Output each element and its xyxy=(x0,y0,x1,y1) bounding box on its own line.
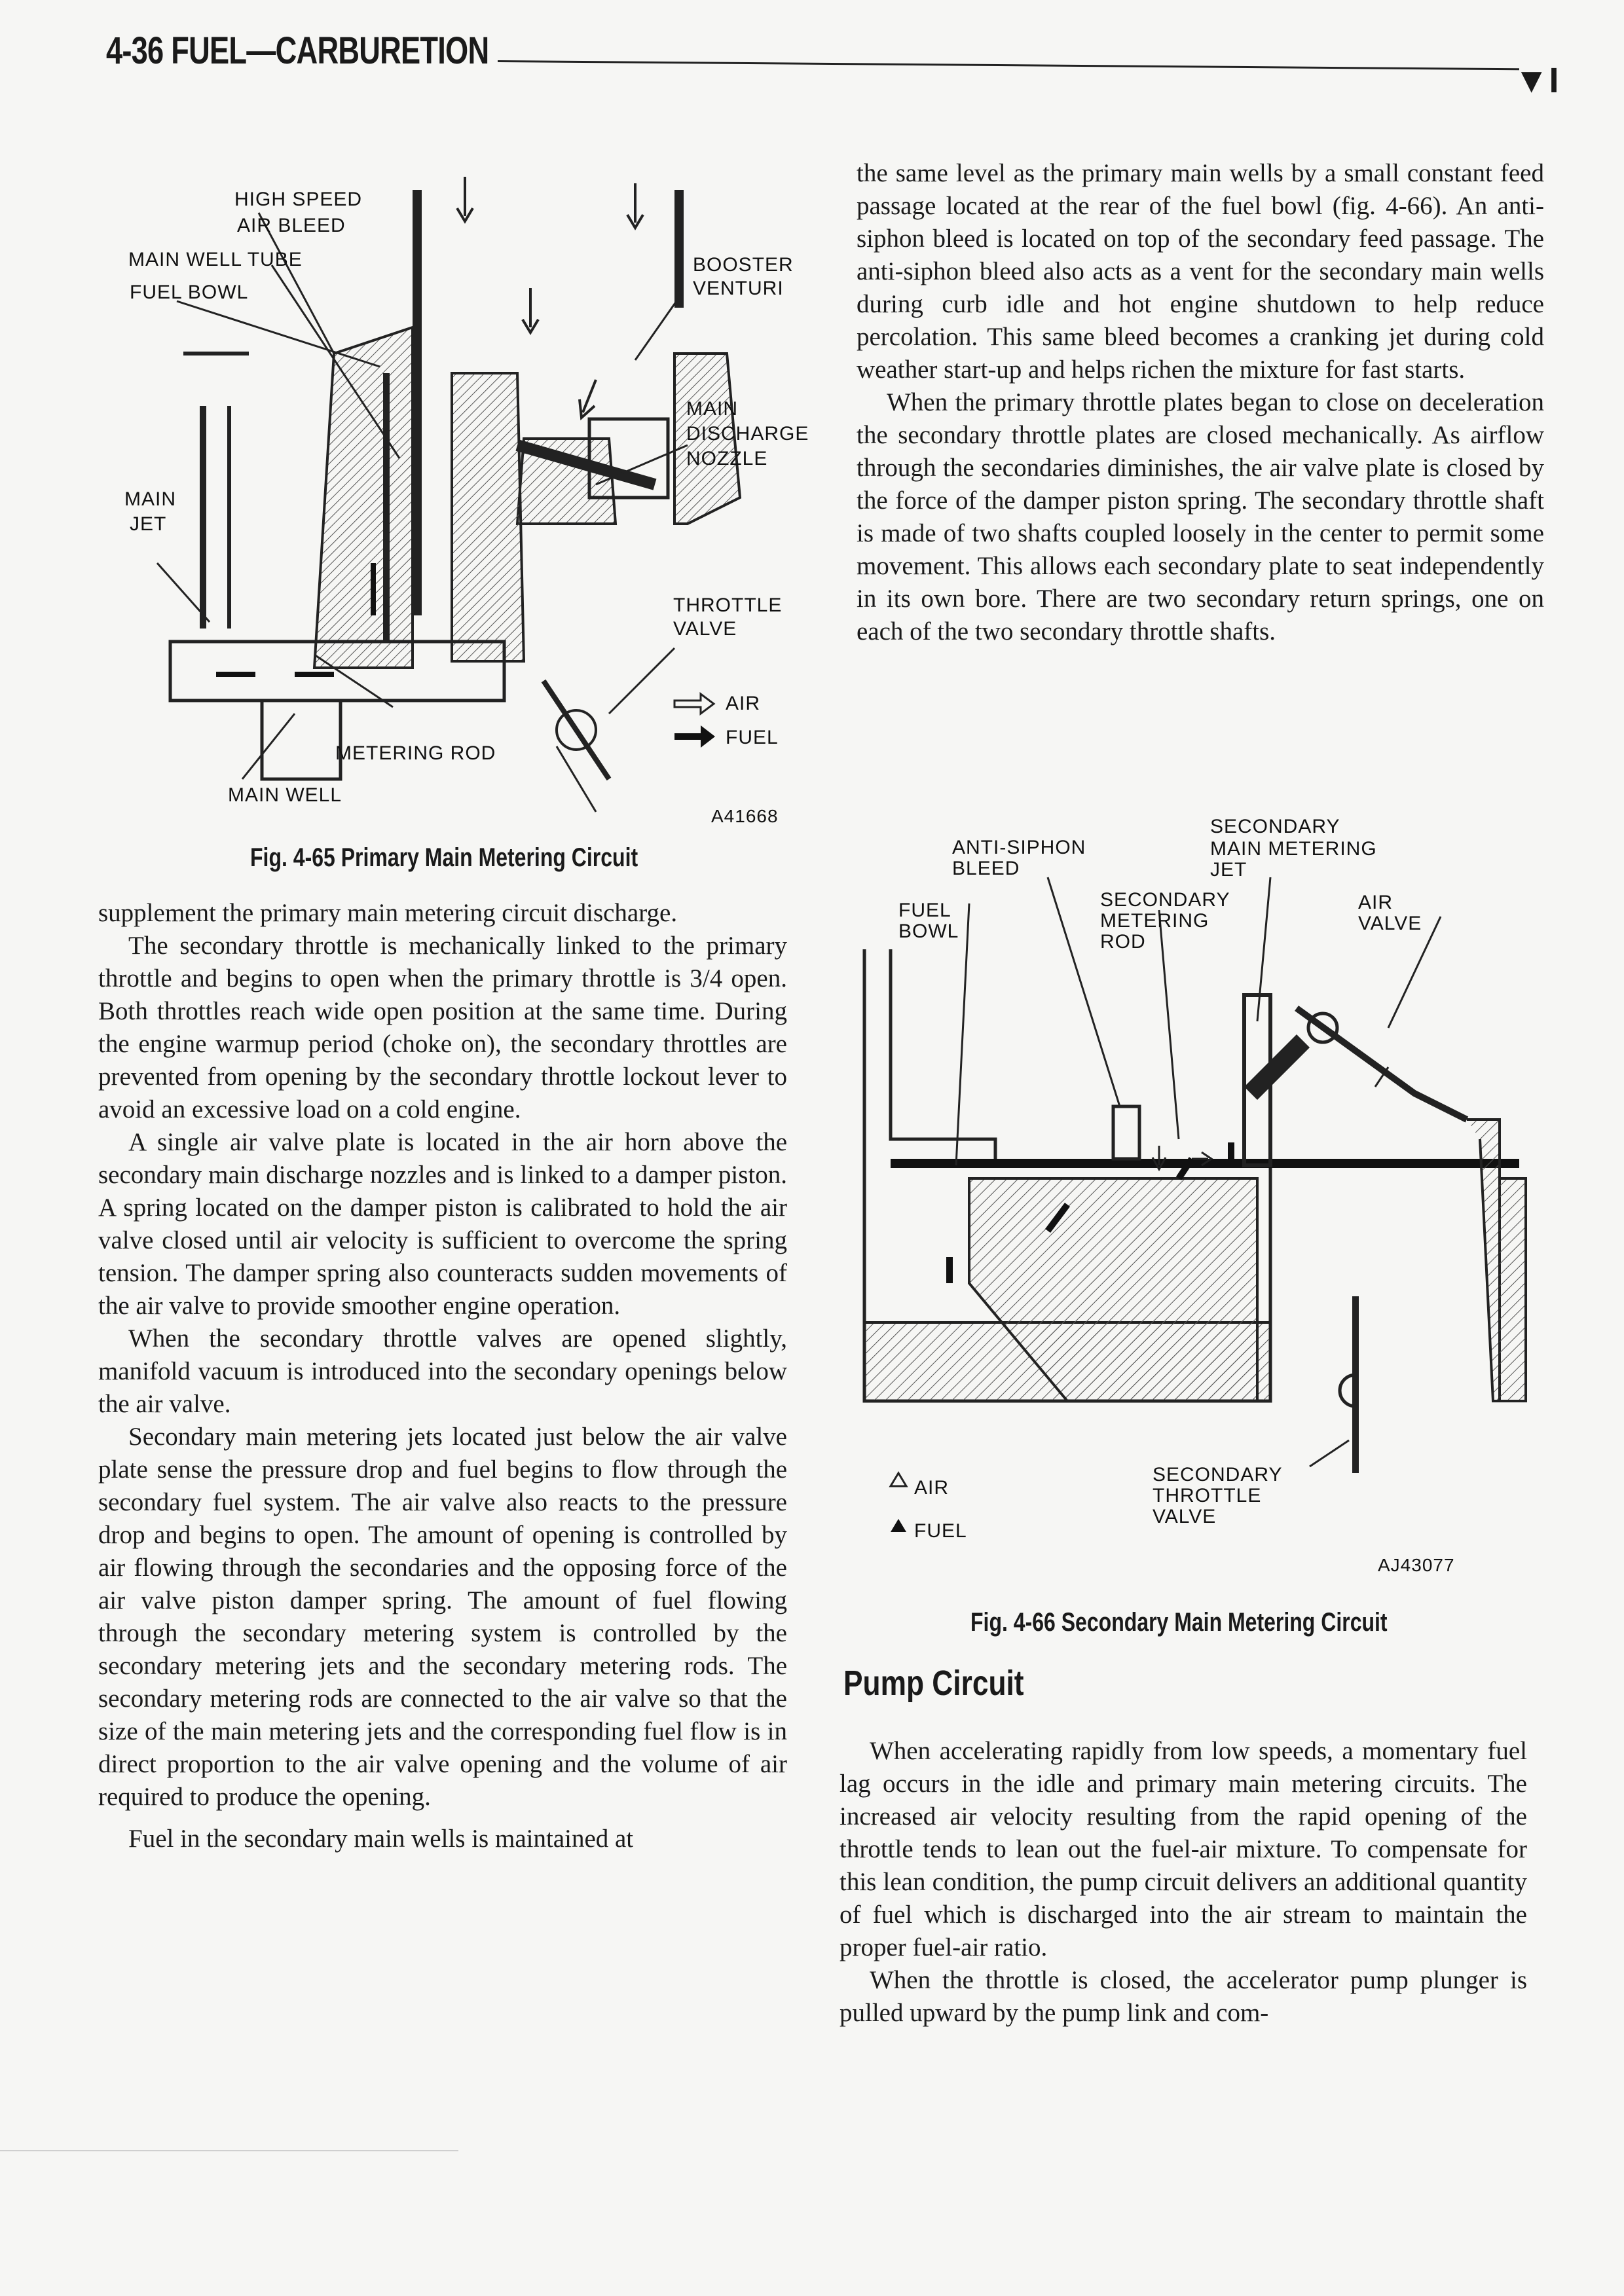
label-anti-siphon-1: ANTI-SIPHON xyxy=(952,837,1086,858)
figure-code: A41668 xyxy=(711,806,779,826)
label-secondary-main-metering-jet-3: JET xyxy=(1210,859,1247,881)
paragraph: supplement the primary main metering circuit discharge. xyxy=(98,899,678,927)
label-main-well-tube: MAIN WELL TUBE xyxy=(128,249,303,270)
figure-caption: Fig. 4-66 Secondary Main Metering Circuit xyxy=(970,1608,1388,1637)
label-booster: BOOSTER xyxy=(693,254,794,276)
label-air-valve-1: AIR xyxy=(1358,892,1393,913)
label-secondary-throttle-2: THROTTLE xyxy=(1153,1485,1262,1506)
label-air-valve-2: VALVE xyxy=(1358,913,1422,934)
paragraph: Secondary main metering jets located just below the air valve plate sense the pressure drop and fuel begins to flow through the secondary fuel system. The air valve also reacts to the pressure drop and begins to open. The amount of opening is controlled by air flowing through the secondaries and the opposing force of the air valve piston damper spring. The amount of fuel flowing through the secondary metering system is controlled by the secondary metering jets and the secondary metering rods. The secondary metering rods are connected to the air valve so that the size of the main metering jets and the corresponding fuel flow is in direct proportion to the air valve opening and the volume of air required to produce the opening. xyxy=(98,1423,787,1811)
paragraph: When accelerating rapidly from low speeds, a momentary fuel lag occurs in the idle and primary main metering circuits. The increased air velocity resulting from the rapid opening of the throttle tends to lean out the fuel-air mixture. To compensate for this lean condition, the pump circuit delivers an additional quantity of fuel which is discharged into the air stream to maintain the proper fuel-air ratio. xyxy=(840,1737,1527,1961)
header-rule xyxy=(498,60,1519,70)
label-venturi: VENTURI xyxy=(693,278,784,299)
label-secondary-metering-rod-2: METERING xyxy=(1100,910,1209,932)
figure-code: AJ43077 xyxy=(1378,1555,1455,1575)
right-text-column-bottom xyxy=(840,1735,1527,2030)
section-heading: Pump Circuit xyxy=(843,1664,1024,1703)
label-secondary-throttle-3: VALVE xyxy=(1153,1506,1217,1527)
label-valve: VALVE xyxy=(673,618,737,640)
right-text-column-top xyxy=(857,157,1544,648)
figure-caption: Fig. 4-65 Primary Main Metering Circuit xyxy=(250,843,638,872)
label-secondary-metering-rod-3: ROD xyxy=(1100,931,1146,953)
label-metering-rod: METERING ROD xyxy=(335,742,496,764)
label-anti-siphon-2: BLEED xyxy=(952,858,1020,879)
label-high-speed: HIGH SPEED xyxy=(234,189,363,210)
header-corner-mark: ▼I xyxy=(1514,61,1559,100)
paragraph: A single air valve plate is located in the air horn above the secondary main discharge nozzles and is linked to a damper piston. A spring located on the damper piston is calibrated to hold the air valve closed until air velocity is sufficient to overcome the spring tension. The damper spring also counteracts sudden movements of the air valve to provide smoother engine operation. xyxy=(98,1128,787,1320)
label-main-well: MAIN WELL xyxy=(228,784,342,806)
page-edge-rule xyxy=(0,2150,458,2151)
paragraph: When the primary throttle plates began to close on deceleration the secondary throttle plates are closed mechanically. As airflow through the secondaries diminishes, the air valve plate is closed by the force of the damper piston spring. The secondary throttle shaft is made of two shafts coupled loosely in the center to permit some movement. This allows each secondary plate to seat independently in its own bore. There are two secondary return springs, one on each of the two secondary throttle shafts. xyxy=(857,388,1544,646)
paragraph: the same level as the primary main wells by a small constant feed passage located at the rear of the fuel bowl (fig. 4-66). An anti-siphon bleed is located on top of the secondary feed passage. The anti-siphon bleed also acts as a vent for the secondary main wells during curb idle and hot engine shutdown to help reduce percolation. This same bleed becomes a cranking jet during cold weather start-up and helps richen the mixture for fast starts. xyxy=(857,159,1544,384)
label-main-jet-1: MAIN xyxy=(124,488,176,510)
paragraph: When the throttle is closed, the accelerator pump plunger is pulled upward by the pump link and com- xyxy=(840,1966,1527,2027)
paragraph: Fuel in the secondary main wells is maintained at xyxy=(128,1825,634,1853)
label-nozzle: NOZZLE xyxy=(686,448,768,469)
legend-fuel-label: FUEL xyxy=(726,727,779,748)
label-fuel-bowl: FUEL BOWL xyxy=(130,282,249,303)
label-main: MAIN xyxy=(686,398,738,420)
legend-air-label: AIR xyxy=(726,693,761,714)
legend-air-label: AIR xyxy=(914,1477,950,1499)
paragraph: When the secondary throttle valves are opened slightly, manifold vacuum is introduced into the secondary openings below the air valve. xyxy=(98,1324,787,1418)
page-header-title: 4-36 FUEL—CARBURETION xyxy=(106,29,489,72)
label-main-jet-2: JET xyxy=(130,513,167,535)
label-secondary-main-metering-jet-2: MAIN METERING xyxy=(1210,838,1377,860)
legend-fuel-label: FUEL xyxy=(914,1520,967,1542)
label-discharge: DISCHARGE xyxy=(686,423,809,445)
label-air-bleed: AIR BLEED xyxy=(237,215,346,236)
label-throttle: THROTTLE xyxy=(673,594,783,616)
label-fuel-bowl-2: BOWL xyxy=(898,920,959,942)
label-secondary-main-metering-jet-1: SECONDARY xyxy=(1210,816,1340,837)
left-text-column xyxy=(98,897,787,1855)
label-secondary-metering-rod-1: SECONDARY xyxy=(1100,889,1230,911)
label-fuel-bowl-1: FUEL xyxy=(898,900,951,921)
paragraph: The secondary throttle is mechanically linked to the primary throttle and begins to open when the primary throttle is 3/4 open. Both throttles reach wide open position at the same time. During the engine warmup period (choke on), the secondary throttles are prevented from opening by the secondary throttle lockout lever to avoid an excessive load on a cold engine. xyxy=(98,932,787,1123)
label-secondary-throttle-1: SECONDARY xyxy=(1153,1464,1283,1485)
